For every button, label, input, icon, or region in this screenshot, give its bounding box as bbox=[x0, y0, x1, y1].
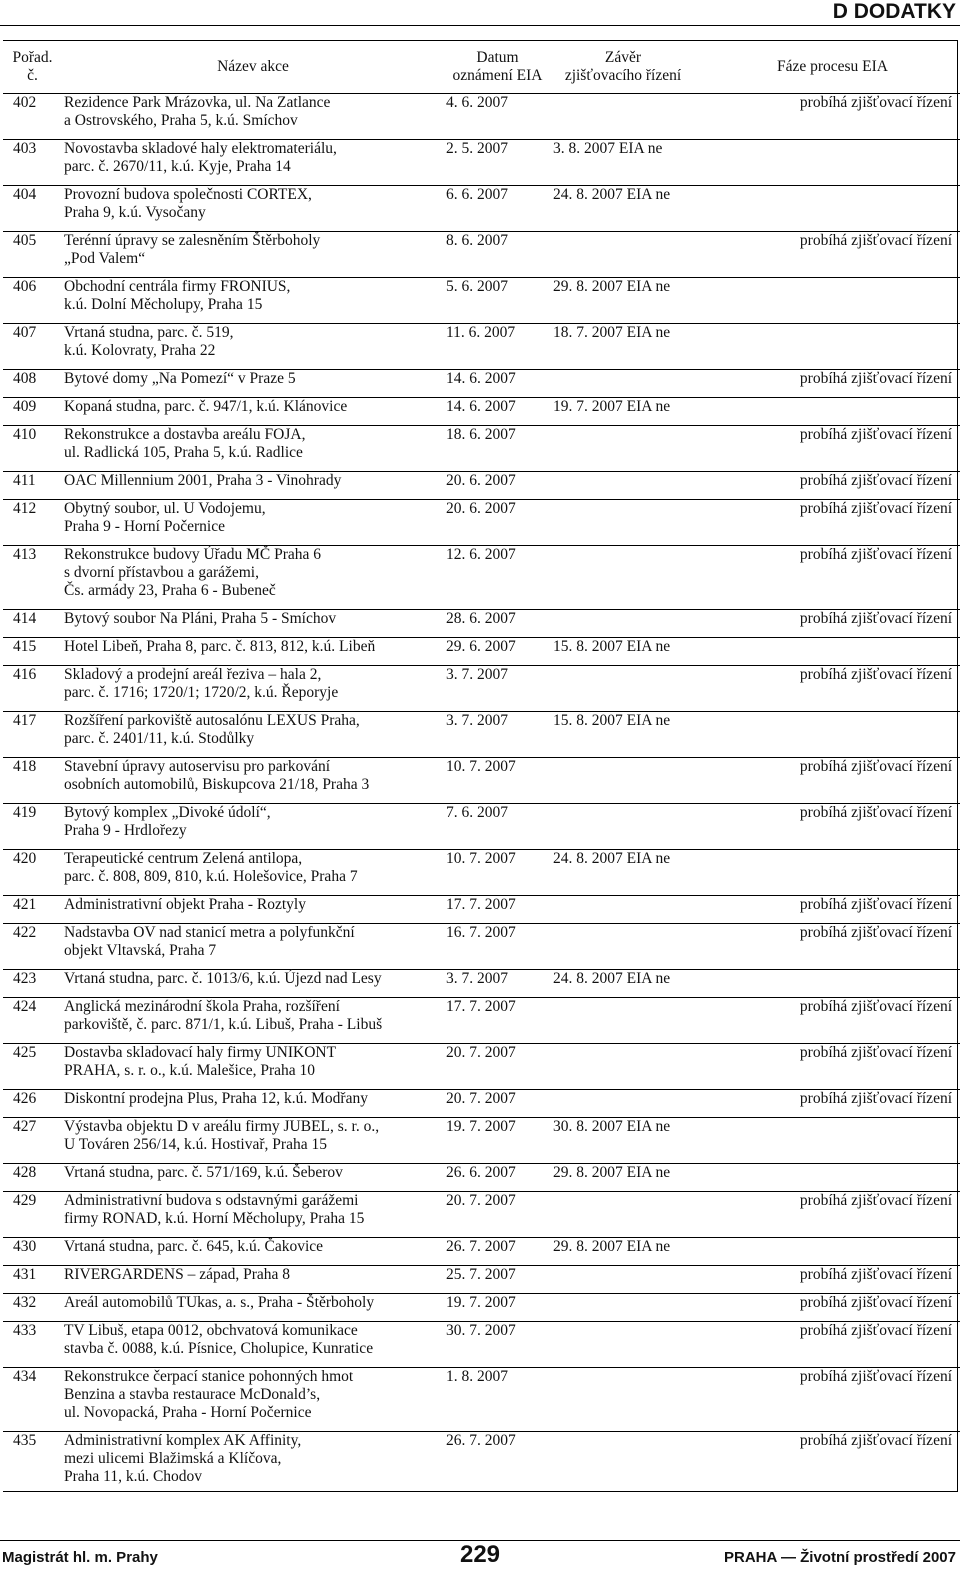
row-action-name-line: Stavební úpravy autoservisu pro parkování bbox=[64, 758, 331, 775]
row-notification-date: 2. 5. 2007 bbox=[444, 140, 551, 186]
row-action-name-line: Rekonstrukce čerpací stanice pohonných hmot bbox=[64, 1368, 354, 1385]
row-action-name-line: TV Libuš, etapa 0012, obchvatová komunikace bbox=[64, 1322, 358, 1339]
row-notification-date: 3. 7. 2007 bbox=[444, 970, 551, 998]
row-order-number: 419 bbox=[3, 804, 62, 850]
row-conclusion: 29. 8. 2007 EIA ne bbox=[551, 278, 695, 324]
row-action-name bbox=[62, 850, 444, 896]
row-order-number: 416 bbox=[3, 666, 62, 712]
table-row bbox=[3, 546, 960, 610]
row-action-name bbox=[62, 758, 444, 804]
row-action-name bbox=[62, 186, 444, 232]
row-eia-phase: probíhá zjišťovací řízení bbox=[695, 758, 960, 804]
row-notification-date: 6. 6. 2007 bbox=[444, 186, 551, 232]
row-action-name-line: OAC Millennium 2001, Praha 3 - Vinohrady bbox=[64, 472, 342, 489]
table-row bbox=[3, 370, 960, 398]
table-row bbox=[3, 1118, 960, 1164]
row-order-number: 403 bbox=[3, 140, 62, 186]
row-action-name-line: Bytový soubor Na Pláni, Praha 5 - Smíchov bbox=[64, 610, 337, 627]
row-order-number: 425 bbox=[3, 1044, 62, 1090]
row-action-name-line: Rekonstrukce budovy Úřadu MČ Praha 6 bbox=[64, 546, 321, 563]
row-conclusion bbox=[551, 896, 695, 924]
row-conclusion: 24. 8. 2007 EIA ne bbox=[551, 970, 695, 998]
row-notification-date: 29. 6. 2007 bbox=[444, 638, 551, 666]
row-eia-phase: probíhá zjišťovací řízení bbox=[695, 232, 960, 278]
row-action-name-line: U Továren 256/14, k.ú. Hostivař, Praha 15 bbox=[64, 1136, 327, 1153]
row-action-name-line: osobních automobilů, Biskupcova 21/18, Praha 3 bbox=[64, 776, 370, 793]
row-action-name-line: Bytové domy „Na Pomezí“ v Praze 5 bbox=[64, 370, 296, 387]
row-action-name-line: ul. Radlická 105, Praha 5, k.ú. Radlice bbox=[64, 444, 303, 461]
page-footer bbox=[0, 1540, 960, 1568]
row-action-name bbox=[62, 1090, 444, 1118]
header-notification-date: Datum oznámení EIA bbox=[444, 41, 551, 94]
row-conclusion: 29. 8. 2007 EIA ne bbox=[551, 1238, 695, 1266]
row-eia-phase bbox=[695, 638, 960, 666]
row-notification-date: 4. 6. 2007 bbox=[446, 94, 508, 111]
row-eia-phase bbox=[695, 1164, 960, 1192]
table-row bbox=[3, 94, 960, 140]
row-action-name-line: Rezidence Park Mrázovka, ul. Na Zatlance bbox=[64, 94, 331, 111]
row-action-name-line: Skladový a prodejní areál řeziva – hala 2, bbox=[64, 666, 322, 683]
row-conclusion bbox=[551, 1044, 695, 1090]
row-action-name-line: Administrativní budova s odstavnými garážemi bbox=[64, 1192, 359, 1209]
eia-table bbox=[3, 41, 960, 1496]
row-action-name-line: Areál automobilů TUkas, a. s., Praha - Štěrboholy bbox=[64, 1294, 375, 1311]
table-row bbox=[3, 186, 960, 232]
row-notification-date: 20. 6. 2007 bbox=[444, 472, 551, 500]
table-row bbox=[3, 1368, 960, 1432]
row-notification-date: 20. 7. 2007 bbox=[444, 1090, 551, 1118]
table-row bbox=[3, 758, 960, 804]
row-action-name-line: k.ú. Dolní Měcholupy, Praha 15 bbox=[64, 296, 263, 313]
row-order-number: 429 bbox=[3, 1192, 62, 1238]
row-eia-phase: probíhá zjišťovací řízení bbox=[695, 1044, 960, 1090]
row-action-name bbox=[62, 1266, 444, 1294]
row-conclusion bbox=[551, 472, 695, 500]
row-notification-date: 5. 6. 2007 bbox=[444, 278, 551, 324]
row-conclusion: 24. 8. 2007 EIA ne bbox=[551, 186, 695, 232]
row-action-name-line: Rekonstrukce a dostavba areálu FOJA, bbox=[64, 426, 306, 443]
row-order-number: 432 bbox=[3, 1294, 62, 1322]
footer-publisher: Magistrát hl. m. Prahy bbox=[2, 1549, 158, 1566]
row-conclusion bbox=[551, 666, 695, 712]
table-row bbox=[3, 398, 960, 426]
row-eia-phase: probíhá zjišťovací řízení bbox=[695, 500, 960, 546]
row-eia-phase: probíhá zjišťovací řízení bbox=[695, 666, 960, 712]
row-action-name-line: Vrtaná studna, parc. č. 571/169, k.ú. Šeberov bbox=[64, 1164, 343, 1181]
row-order-number: 428 bbox=[3, 1164, 62, 1192]
table-row bbox=[3, 140, 960, 186]
table-row bbox=[3, 610, 960, 638]
table-row bbox=[3, 924, 960, 970]
row-action-name bbox=[62, 610, 444, 638]
table-row bbox=[3, 426, 960, 472]
row-notification-date: 10. 7. 2007 bbox=[444, 850, 551, 896]
row-action-name-line: Čs. armády 23, Praha 6 - Bubeneč bbox=[64, 582, 276, 599]
row-conclusion bbox=[551, 804, 695, 850]
row-order-number: 424 bbox=[3, 998, 62, 1044]
header-conclusion: Závěr zjišťovacího řízení bbox=[551, 41, 695, 94]
table-row bbox=[3, 1090, 960, 1118]
row-order-number: 409 bbox=[3, 398, 62, 426]
row-action-name bbox=[62, 1118, 444, 1164]
row-conclusion bbox=[551, 924, 695, 970]
row-action-name-line: mezi ulicemi Blažimská a Klíčova, bbox=[64, 1450, 282, 1467]
table-row bbox=[3, 1164, 960, 1192]
row-action-name bbox=[62, 666, 444, 712]
row-order-number: 420 bbox=[3, 850, 62, 896]
row-action-name bbox=[62, 804, 444, 850]
row-eia-phase: probíhá zjišťovací řízení bbox=[695, 426, 960, 472]
row-action-name bbox=[62, 638, 444, 666]
row-eia-phase: probíhá zjišťovací řízení bbox=[695, 804, 960, 850]
row-order-number: 405 bbox=[3, 232, 62, 278]
row-action-name-line: PRAHA, s. r. o., k.ú. Malešice, Praha 10 bbox=[64, 1062, 315, 1079]
row-action-name-line: parc. č. 1716; 1720/1; 1720/2, k.ú. Řeporyje bbox=[64, 684, 339, 701]
row-notification-date: 18. 6. 2007 bbox=[444, 426, 551, 472]
row-action-name-line: a Ostrovského, Praha 5, k.ú. Smíchov bbox=[64, 112, 298, 129]
table-row bbox=[3, 1044, 960, 1090]
footer-publication: PRAHA — Životní prostředí 2007 bbox=[724, 1549, 956, 1566]
row-action-name-line: Obytný soubor, ul. U Vodojemu, bbox=[64, 500, 266, 517]
row-conclusion: 3. 8. 2007 EIA ne bbox=[551, 140, 695, 186]
row-action-name-line: parc. č. 808, 809, 810, k.ú. Holešovice, Praha 7 bbox=[64, 868, 358, 885]
row-order-number: 430 bbox=[3, 1238, 62, 1266]
header-action-name: Název akce bbox=[62, 41, 444, 94]
row-notification-date: 20. 6. 2007 bbox=[444, 500, 551, 546]
table-row bbox=[3, 666, 960, 712]
row-action-name bbox=[62, 278, 444, 324]
row-action-name bbox=[62, 712, 444, 758]
row-order-number: 402 bbox=[13, 94, 37, 111]
row-action-name-line: parc. č. 2401/11, k.ú. Stodůlky bbox=[64, 730, 255, 747]
row-notification-date: 17. 7. 2007 bbox=[444, 998, 551, 1044]
row-action-name-line: Bytový komplex „Divoké údolí“, bbox=[64, 804, 271, 821]
row-action-name-line: „Pod Valem“ bbox=[64, 250, 146, 267]
row-conclusion: 24. 8. 2007 EIA ne bbox=[551, 850, 695, 896]
row-action-name bbox=[62, 140, 444, 186]
row-action-name-line: Hotel Libeň, Praha 8, parc. č. 813, 812, k.ú. Libeň bbox=[64, 638, 376, 655]
row-action-name bbox=[62, 232, 444, 278]
row-notification-date: 14. 6. 2007 bbox=[444, 370, 551, 398]
table-row bbox=[3, 1322, 960, 1368]
row-eia-phase: probíhá zjišťovací řízení bbox=[695, 472, 960, 500]
row-notification-date: 1. 8. 2007 bbox=[444, 1368, 551, 1432]
table-row bbox=[3, 278, 960, 324]
row-action-name-line: Vrtaná studna, parc. č. 1013/6, k.ú. Újezd nad Lesy bbox=[64, 970, 382, 987]
row-conclusion: 29. 8. 2007 EIA ne bbox=[551, 1164, 695, 1192]
table-row bbox=[3, 232, 960, 278]
row-order-number: 427 bbox=[3, 1118, 62, 1164]
table-row bbox=[3, 804, 960, 850]
table-row bbox=[3, 1192, 960, 1238]
row-action-name bbox=[62, 1044, 444, 1090]
row-action-name-line: Novostavba skladové haly elektromateriálu, bbox=[64, 140, 337, 157]
row-action-name bbox=[62, 1322, 444, 1368]
row-action-name-line: Vrtaná studna, parc. č. 645, k.ú. Čakovice bbox=[64, 1238, 324, 1255]
row-action-name bbox=[62, 1192, 444, 1238]
table-row bbox=[3, 1432, 960, 1496]
row-action-name bbox=[62, 998, 444, 1044]
row-eia-phase: probíhá zjišťovací řízení bbox=[799, 94, 952, 111]
table-row bbox=[3, 970, 960, 998]
row-notification-date: 20. 7. 2007 bbox=[444, 1044, 551, 1090]
page-number: 229 bbox=[459, 1541, 501, 1568]
row-notification-date: 12. 6. 2007 bbox=[444, 546, 551, 610]
row-eia-phase bbox=[695, 186, 960, 232]
row-order-number: 407 bbox=[3, 324, 62, 370]
row-eia-phase: probíhá zjišťovací řízení bbox=[695, 610, 960, 638]
row-conclusion bbox=[551, 1368, 695, 1432]
row-notification-date: 3. 7. 2007 bbox=[444, 712, 551, 758]
row-notification-date: 26. 7. 2007 bbox=[444, 1238, 551, 1266]
row-order-number: 431 bbox=[3, 1266, 62, 1294]
row-notification-date: 28. 6. 2007 bbox=[444, 610, 551, 638]
row-action-name bbox=[62, 546, 444, 610]
table-row bbox=[3, 896, 960, 924]
row-notification-date: 3. 7. 2007 bbox=[444, 666, 551, 712]
row-conclusion: 30. 8. 2007 EIA ne bbox=[551, 1118, 695, 1164]
row-action-name-line: RIVERGARDENS – západ, Praha 8 bbox=[64, 1266, 291, 1283]
header-eia-phase: Fáze procesu EIA bbox=[695, 41, 960, 94]
row-action-name-line: Rozšíření parkoviště autosalónu LEXUS Praha, bbox=[64, 712, 360, 729]
table-row bbox=[3, 638, 960, 666]
row-order-number: 410 bbox=[3, 426, 62, 472]
row-action-name bbox=[62, 970, 444, 998]
row-action-name bbox=[62, 398, 444, 426]
row-action-name-line: stavba č. 0088, k.ú. Písnice, Cholupice, Kunratice bbox=[64, 1340, 374, 1357]
table-row bbox=[3, 472, 960, 500]
row-action-name bbox=[62, 324, 444, 370]
row-notification-date: 19. 7. 2007 bbox=[444, 1294, 551, 1322]
row-action-name-line: Provozní budova společnosti CORTEX, bbox=[64, 186, 312, 203]
row-order-number: 414 bbox=[3, 610, 62, 638]
row-notification-date: 30. 7. 2007 bbox=[444, 1322, 551, 1368]
row-action-name-line: Administrativní objekt Praha - Roztyly bbox=[64, 896, 306, 913]
table-row bbox=[3, 500, 960, 546]
row-eia-phase bbox=[695, 712, 960, 758]
row-action-name-line: Praha 9 - Horní Počernice bbox=[64, 518, 225, 535]
row-conclusion bbox=[551, 1432, 695, 1496]
row-eia-phase bbox=[695, 324, 960, 370]
row-action-name-line: k.ú. Kolovraty, Praha 22 bbox=[64, 342, 216, 359]
row-notification-date: 8. 6. 2007 bbox=[444, 232, 551, 278]
row-action-name-line: objekt Vltavská, Praha 7 bbox=[64, 942, 217, 959]
row-order-number: 404 bbox=[3, 186, 62, 232]
row-notification-date: 11. 6. 2007 bbox=[444, 324, 551, 370]
row-conclusion bbox=[551, 426, 695, 472]
row-eia-phase: probíhá zjišťovací řízení bbox=[695, 998, 960, 1044]
table-row bbox=[3, 1238, 960, 1266]
row-conclusion bbox=[551, 1322, 695, 1368]
row-eia-phase bbox=[695, 398, 960, 426]
row-action-name-line: firmy RONAD, k.ú. Horní Měcholupy, Praha 15 bbox=[64, 1210, 365, 1227]
row-conclusion: 19. 7. 2007 EIA ne bbox=[551, 398, 695, 426]
row-action-name-line: Anglická mezinárodní škola Praha, rozšíření bbox=[64, 998, 340, 1015]
row-conclusion bbox=[551, 94, 695, 140]
row-eia-phase bbox=[695, 1238, 960, 1266]
row-notification-date: 20. 7. 2007 bbox=[444, 1192, 551, 1238]
row-action-name bbox=[62, 500, 444, 546]
row-eia-phase bbox=[695, 278, 960, 324]
row-notification-date: 17. 7. 2007 bbox=[444, 896, 551, 924]
row-eia-phase bbox=[695, 850, 960, 896]
row-order-number: 417 bbox=[3, 712, 62, 758]
row-notification-date: 16. 7. 2007 bbox=[444, 924, 551, 970]
row-action-name bbox=[62, 896, 444, 924]
row-action-name-line: s dvorní přístavbou a garážemi, bbox=[64, 564, 259, 581]
row-action-name-line: Kopaná studna, parc. č. 947/1, k.ú. Klánovice bbox=[64, 398, 348, 415]
row-notification-date: 26. 6. 2007 bbox=[444, 1164, 551, 1192]
row-conclusion bbox=[551, 232, 695, 278]
section-header bbox=[0, 0, 960, 26]
row-conclusion bbox=[551, 758, 695, 804]
row-order-number: 418 bbox=[3, 758, 62, 804]
row-action-name-line: Nadstavba OV nad stanicí metra a polyfunkční bbox=[64, 924, 355, 941]
row-eia-phase: probíhá zjišťovací řízení bbox=[695, 546, 960, 610]
row-eia-phase: probíhá zjišťovací řízení bbox=[695, 924, 960, 970]
row-order-number: 426 bbox=[3, 1090, 62, 1118]
row-order-number: 408 bbox=[3, 370, 62, 398]
row-eia-phase bbox=[695, 1118, 960, 1164]
row-order-number: 421 bbox=[3, 896, 62, 924]
row-action-name-line: Obchodní centrála firmy FRONIUS, bbox=[64, 278, 291, 295]
row-eia-phase: probíhá zjišťovací řízení bbox=[695, 370, 960, 398]
table-row bbox=[3, 712, 960, 758]
row-order-number: 435 bbox=[3, 1432, 62, 1496]
row-order-number: 423 bbox=[3, 970, 62, 998]
row-action-name bbox=[62, 924, 444, 970]
row-action-name-line: Administrativní komplex AK Affinity, bbox=[64, 1432, 302, 1449]
table-row bbox=[3, 850, 960, 896]
row-conclusion bbox=[551, 1090, 695, 1118]
row-conclusion bbox=[551, 1294, 695, 1322]
row-action-name-line: Vrtaná studna, parc. č. 519, bbox=[64, 324, 234, 341]
section-title: D DODATKY bbox=[832, 0, 956, 23]
row-conclusion bbox=[551, 998, 695, 1044]
row-action-name bbox=[62, 1368, 444, 1432]
row-action-name bbox=[62, 1238, 444, 1266]
row-eia-phase: probíhá zjišťovací řízení bbox=[695, 1294, 960, 1322]
row-order-number: 433 bbox=[3, 1322, 62, 1368]
row-action-name-line: Terapeutické centrum Zelená antilopa, bbox=[64, 850, 303, 867]
table-header-row bbox=[3, 41, 960, 94]
table-row bbox=[3, 1266, 960, 1294]
row-conclusion: 18. 7. 2007 EIA ne bbox=[551, 324, 695, 370]
table-row bbox=[3, 1294, 960, 1322]
row-order-number: 406 bbox=[3, 278, 62, 324]
row-action-name-line: Terénní úpravy se zalesněním Štěrboholy bbox=[64, 232, 321, 249]
row-eia-phase: probíhá zjišťovací řízení bbox=[695, 1266, 960, 1294]
row-action-name bbox=[62, 1294, 444, 1322]
row-order-number: 434 bbox=[3, 1368, 62, 1432]
row-eia-phase: probíhá zjišťovací řízení bbox=[695, 1192, 960, 1238]
row-eia-phase bbox=[695, 140, 960, 186]
table-row bbox=[3, 998, 960, 1044]
row-notification-date: 14. 6. 2007 bbox=[444, 398, 551, 426]
row-action-name-line: parkoviště, č. parc. 871/1, k.ú. Libuš, Praha - Libuš bbox=[64, 1016, 383, 1033]
row-conclusion: 15. 8. 2007 EIA ne bbox=[551, 638, 695, 666]
row-action-name-line: Diskontní prodejna Plus, Praha 12, k.ú. Modřany bbox=[64, 1090, 368, 1107]
row-notification-date: 7. 6. 2007 bbox=[444, 804, 551, 850]
row-notification-date: 10. 7. 2007 bbox=[444, 758, 551, 804]
row-action-name bbox=[62, 370, 444, 398]
row-action-name-line: Dostavba skladovací haly firmy UNIKONT bbox=[64, 1044, 337, 1061]
row-eia-phase bbox=[695, 970, 960, 998]
row-notification-date: 25. 7. 2007 bbox=[444, 1266, 551, 1294]
row-eia-phase: probíhá zjišťovací řízení bbox=[695, 1368, 960, 1432]
row-action-name-line: Benzina a stavba restaurace McDonald’s, bbox=[64, 1386, 321, 1403]
row-action-name-line: Výstavba objektu D v areálu firmy JUBEL, s. r. o., bbox=[64, 1118, 380, 1135]
row-conclusion bbox=[551, 500, 695, 546]
row-conclusion bbox=[551, 1192, 695, 1238]
row-conclusion bbox=[551, 610, 695, 638]
row-order-number: 422 bbox=[3, 924, 62, 970]
row-action-name bbox=[62, 1164, 444, 1192]
row-eia-phase: probíhá zjišťovací řízení bbox=[695, 1090, 960, 1118]
table-row bbox=[3, 324, 960, 370]
header-order-number: Pořad. č. bbox=[3, 41, 62, 94]
row-order-number: 415 bbox=[3, 638, 62, 666]
row-action-name-line: Praha 9, k.ú. Vysočany bbox=[64, 204, 206, 221]
row-order-number: 413 bbox=[3, 546, 62, 610]
row-conclusion bbox=[551, 370, 695, 398]
row-eia-phase: probíhá zjišťovací řízení bbox=[695, 896, 960, 924]
row-action-name-line: Praha 11, k.ú. Chodov bbox=[64, 1468, 203, 1485]
row-order-number: 412 bbox=[3, 500, 62, 546]
row-order-number: 411 bbox=[3, 472, 62, 500]
row-action-name bbox=[62, 1432, 444, 1496]
row-action-name-line: Praha 9 - Hrdlořezy bbox=[64, 822, 187, 839]
table-body bbox=[3, 94, 960, 1496]
row-notification-date: 19. 7. 2007 bbox=[444, 1118, 551, 1164]
row-action-name-line: parc. č. 2670/11, k.ú. Kyje, Praha 14 bbox=[64, 158, 291, 175]
row-notification-date: 26. 7. 2007 bbox=[444, 1432, 551, 1496]
row-action-name bbox=[62, 472, 444, 500]
row-action-name-line: ul. Novopacká, Praha - Horní Počernice bbox=[64, 1404, 312, 1421]
row-conclusion bbox=[551, 546, 695, 610]
row-action-name bbox=[62, 426, 444, 472]
eia-table-container bbox=[3, 40, 958, 1492]
row-conclusion bbox=[551, 1266, 695, 1294]
row-eia-phase: probíhá zjišťovací řízení bbox=[695, 1432, 960, 1496]
row-action-name bbox=[62, 94, 444, 140]
row-conclusion: 15. 8. 2007 EIA ne bbox=[551, 712, 695, 758]
row-eia-phase: probíhá zjišťovací řízení bbox=[695, 1322, 960, 1368]
